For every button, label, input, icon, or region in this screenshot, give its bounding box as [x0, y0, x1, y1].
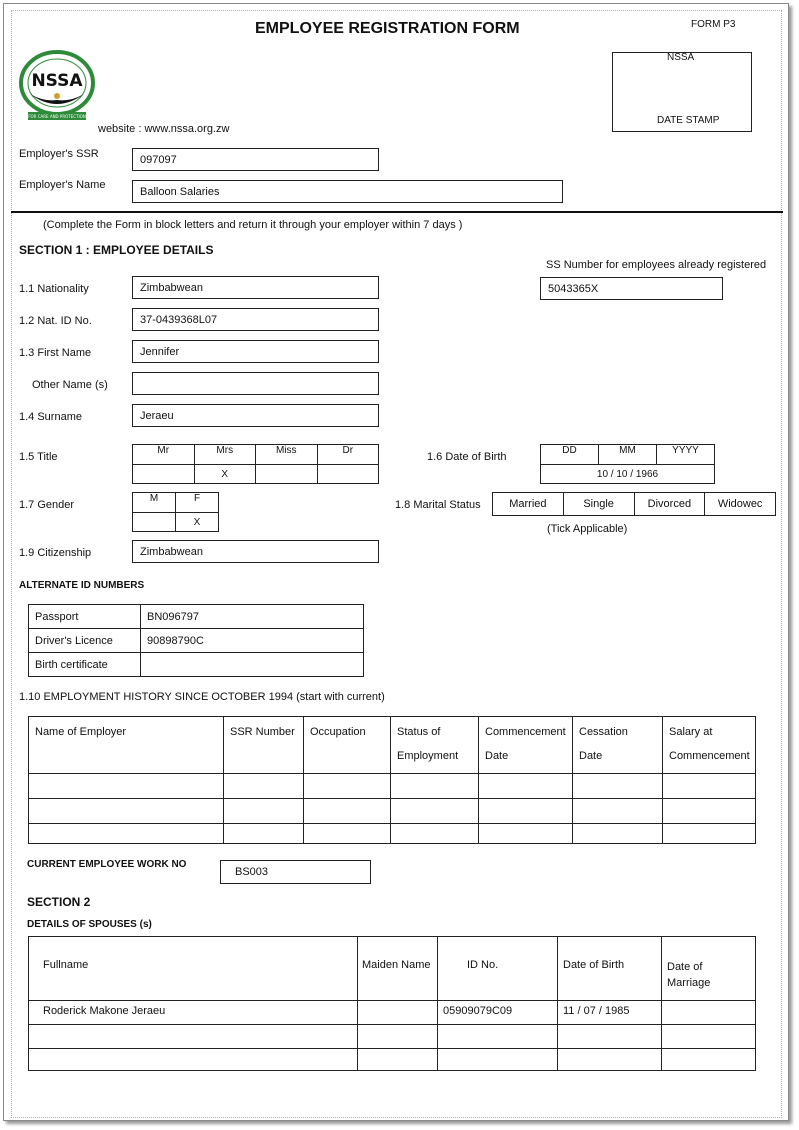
citizenship-field[interactable]: Zimbabwean	[132, 540, 379, 563]
stamp-bottom-label: DATE STAMP	[657, 115, 720, 126]
spouse-col-maiden-name-label: Maiden Name	[362, 959, 431, 971]
work-no-field[interactable]: BS003	[220, 860, 371, 884]
employment-history-table	[28, 716, 756, 844]
emp-cell[interactable]	[29, 799, 224, 824]
other-name-field[interactable]	[132, 372, 379, 395]
employment-history-heading: 1.10 EMPLOYMENT HISTORY SINCE OCTOBER 1994 (start with current)	[19, 691, 385, 703]
nssa-logo	[18, 50, 100, 122]
emp-cell[interactable]	[29, 824, 224, 844]
spouse-col-fullname-label: Fullname	[43, 959, 89, 971]
title-check-mrs[interactable]: X	[194, 465, 256, 484]
emp-col-cessation	[573, 717, 663, 774]
emp-col-ssr-number	[224, 717, 304, 774]
dob-grid	[540, 444, 715, 484]
section-divider	[11, 211, 783, 213]
emp-cell[interactable]	[663, 774, 756, 799]
title-label: 1.5 Title	[19, 451, 58, 463]
section2-heading: SECTION 2	[27, 895, 91, 909]
alternate-ids-table	[28, 604, 364, 677]
spouse-cell[interactable]	[662, 1001, 756, 1025]
marital-option-married[interactable]: Married	[493, 493, 564, 516]
emp-cell[interactable]	[479, 774, 573, 799]
spouse-col-id-no-label: ID No.	[467, 959, 499, 971]
alt-id-label-birth-certificate: Birth certificate	[29, 653, 141, 677]
alternate-ids-heading: ALTERNATE ID NUMBERS	[19, 580, 145, 591]
emp-cell[interactable]	[573, 774, 663, 799]
spouse-col-date-of-marriage	[662, 937, 756, 1001]
tick-applicable-note: (Tick Applicable)	[547, 523, 628, 535]
title-check-mr[interactable]	[133, 465, 195, 484]
emp-cell[interactable]	[663, 824, 756, 844]
gender-check-f[interactable]: X	[176, 513, 219, 532]
spouse-cell[interactable]	[438, 1049, 558, 1071]
gender-option-f: F	[176, 493, 219, 513]
form-code: FORM P3	[691, 19, 736, 30]
spouse-cell[interactable]	[438, 1025, 558, 1049]
logo-wordmark: NSSA	[31, 71, 83, 91]
spouse-col-dob-label: Date of Birth	[563, 959, 625, 971]
table-row	[29, 1049, 756, 1071]
dob-dd: DD	[541, 445, 599, 465]
surname-field[interactable]: Jeraeu	[132, 404, 379, 427]
ss-number-label: SS Number for employees already registered	[546, 259, 767, 271]
spouse-cell[interactable]	[558, 1049, 662, 1071]
emp-cell[interactable]	[663, 799, 756, 824]
gender-check-m[interactable]	[133, 513, 176, 532]
section1-heading: SECTION 1 : EMPLOYEE DETAILS	[19, 243, 214, 257]
alt-id-value-passport[interactable]: BN096797	[141, 605, 364, 629]
table-row	[29, 774, 756, 799]
spouse-cell[interactable]	[358, 1001, 438, 1025]
emp-col-commencement	[479, 717, 573, 774]
stamp-top-label: NSSA	[667, 52, 695, 63]
emp-cell[interactable]	[224, 774, 304, 799]
emp-cell[interactable]	[391, 774, 479, 799]
emp-cell[interactable]	[304, 774, 391, 799]
emp-cell[interactable]	[479, 824, 573, 844]
employer-name-field[interactable]: Balloon Salaries	[132, 180, 563, 203]
employer-ssr-field[interactable]: 097097	[132, 148, 379, 171]
spouse-col-maiden-name	[358, 937, 438, 1001]
spouses-subheading: DETAILS OF SPOUSES (s)	[27, 919, 152, 930]
spouse-cell[interactable]	[358, 1025, 438, 1049]
table-row	[29, 824, 756, 844]
emp-cell[interactable]	[224, 799, 304, 824]
emp-col-status-line2: Employment	[397, 750, 459, 762]
table-row	[29, 1025, 756, 1049]
emp-cell[interactable]	[29, 774, 224, 799]
work-no-label: CURRENT EMPLOYEE WORK NO	[27, 859, 187, 870]
spouse-cell[interactable]	[358, 1049, 438, 1071]
spouse-cell[interactable]	[29, 1049, 358, 1071]
emp-cell[interactable]	[391, 799, 479, 824]
emp-col-status	[391, 717, 479, 774]
spouse-col-marriage-line2: Marriage	[667, 977, 711, 989]
table-row	[29, 1001, 756, 1025]
spouse-cell[interactable]	[29, 1025, 358, 1049]
alt-id-label-passport: Passport	[29, 605, 141, 629]
emp-cell[interactable]	[304, 799, 391, 824]
citizenship-label: 1.9 Citizenship	[19, 547, 92, 559]
alt-id-label-drivers-licence: Driver's Licence	[29, 629, 141, 653]
spouse-cell[interactable]	[662, 1049, 756, 1071]
employer-name-label: Employer's Name	[19, 179, 106, 191]
nationality-field[interactable]: Zimbabwean	[132, 276, 379, 299]
table-row	[29, 799, 756, 824]
dob-label: 1.6 Date of Birth	[427, 451, 507, 463]
marital-option-widowed[interactable]: Widowec	[705, 493, 776, 516]
title-option-mrs: Mrs	[194, 445, 256, 465]
emp-col-cessation-line2: Date	[579, 750, 603, 762]
emp-col-name-of-employer-label: Name of Employer	[35, 726, 127, 738]
spouse-col-dob	[558, 937, 662, 1001]
emp-cell[interactable]	[391, 824, 479, 844]
spouse-cell[interactable]: Roderick Makone Jeraeu	[29, 1001, 358, 1025]
first-name-label: 1.3 First Name	[19, 347, 92, 359]
marital-status-grid	[492, 492, 776, 516]
emp-cell[interactable]	[479, 799, 573, 824]
employer-ssr-label: Employer's SSR	[19, 148, 99, 160]
other-name-label: Other Name (s)	[32, 379, 108, 391]
marital-option-divorced[interactable]: Divorced	[634, 493, 705, 516]
emp-cell[interactable]	[224, 824, 304, 844]
spouse-cell[interactable]: 05909079C09	[438, 1001, 558, 1025]
marital-status-label: 1.8 Marital Status	[395, 499, 481, 511]
emp-cell[interactable]	[573, 799, 663, 824]
title-option-miss: Miss	[256, 445, 318, 465]
emp-cell[interactable]	[304, 824, 391, 844]
ss-number-field[interactable]: 5043365X	[540, 277, 723, 300]
nat-id-label: 1.2 Nat. ID No.	[19, 315, 92, 327]
gender-label: 1.7 Gender	[19, 499, 75, 511]
spouse-cell[interactable]	[558, 1025, 662, 1049]
emp-col-status-line1: Status of	[397, 726, 441, 738]
title-grid	[132, 444, 379, 484]
title-option-mr: Mr	[133, 445, 195, 465]
surname-label: 1.4 Surname	[19, 411, 82, 423]
emp-col-occupation	[304, 717, 391, 774]
title-option-dr: Dr	[317, 445, 379, 465]
instruction-text: (Complete the Form in block letters and return it through your employer within 7 days )	[43, 219, 463, 231]
emp-col-commencement-line1: Commencement	[485, 726, 566, 738]
gender-grid	[132, 492, 219, 532]
first-name-field[interactable]: Jennifer	[132, 340, 379, 363]
spouse-col-fullname	[29, 937, 358, 1001]
alt-id-value-birth-certificate[interactable]	[141, 653, 364, 677]
nat-id-field[interactable]: 37-0439368L07	[132, 308, 379, 331]
title-check-dr[interactable]	[317, 465, 379, 484]
spouse-cell[interactable]	[662, 1025, 756, 1049]
title-check-miss[interactable]	[256, 465, 318, 484]
emp-col-ssr-number-label: SSR Number	[230, 726, 295, 738]
dob-field[interactable]: 10 / 10 / 1966	[541, 465, 715, 484]
dob-mm: MM	[599, 445, 657, 465]
gender-option-m: M	[133, 493, 176, 513]
emp-col-salary-line1: Salary at	[669, 726, 713, 738]
form-title: EMPLOYEE REGISTRATION FORM	[255, 20, 520, 37]
emp-col-name-of-employer	[29, 717, 224, 774]
emp-col-commencement-line2: Date	[485, 750, 509, 762]
spouses-table	[28, 936, 756, 1071]
marital-option-single[interactable]: Single	[563, 493, 634, 516]
spouse-col-id-no	[438, 937, 558, 1001]
website-text: website : www.nssa.org.zw	[98, 123, 230, 135]
emp-col-salary	[663, 717, 756, 774]
spouse-cell[interactable]: 11 / 07 / 1985	[558, 1001, 662, 1025]
alt-id-value-drivers-licence[interactable]: 90898790C	[141, 629, 364, 653]
emp-cell[interactable]	[573, 824, 663, 844]
logo-tagline: FOR CARE AND PROTECTION	[28, 114, 86, 119]
emp-col-cessation-line1: Cessation	[579, 726, 628, 738]
emp-col-occupation-label: Occupation	[310, 726, 366, 738]
nationality-label: 1.1 Nationality	[19, 283, 89, 295]
dob-yyyy: YYYY	[657, 445, 715, 465]
emp-col-salary-line2: Commencement	[669, 750, 750, 762]
spouse-col-marriage-line1: Date of	[667, 961, 703, 973]
